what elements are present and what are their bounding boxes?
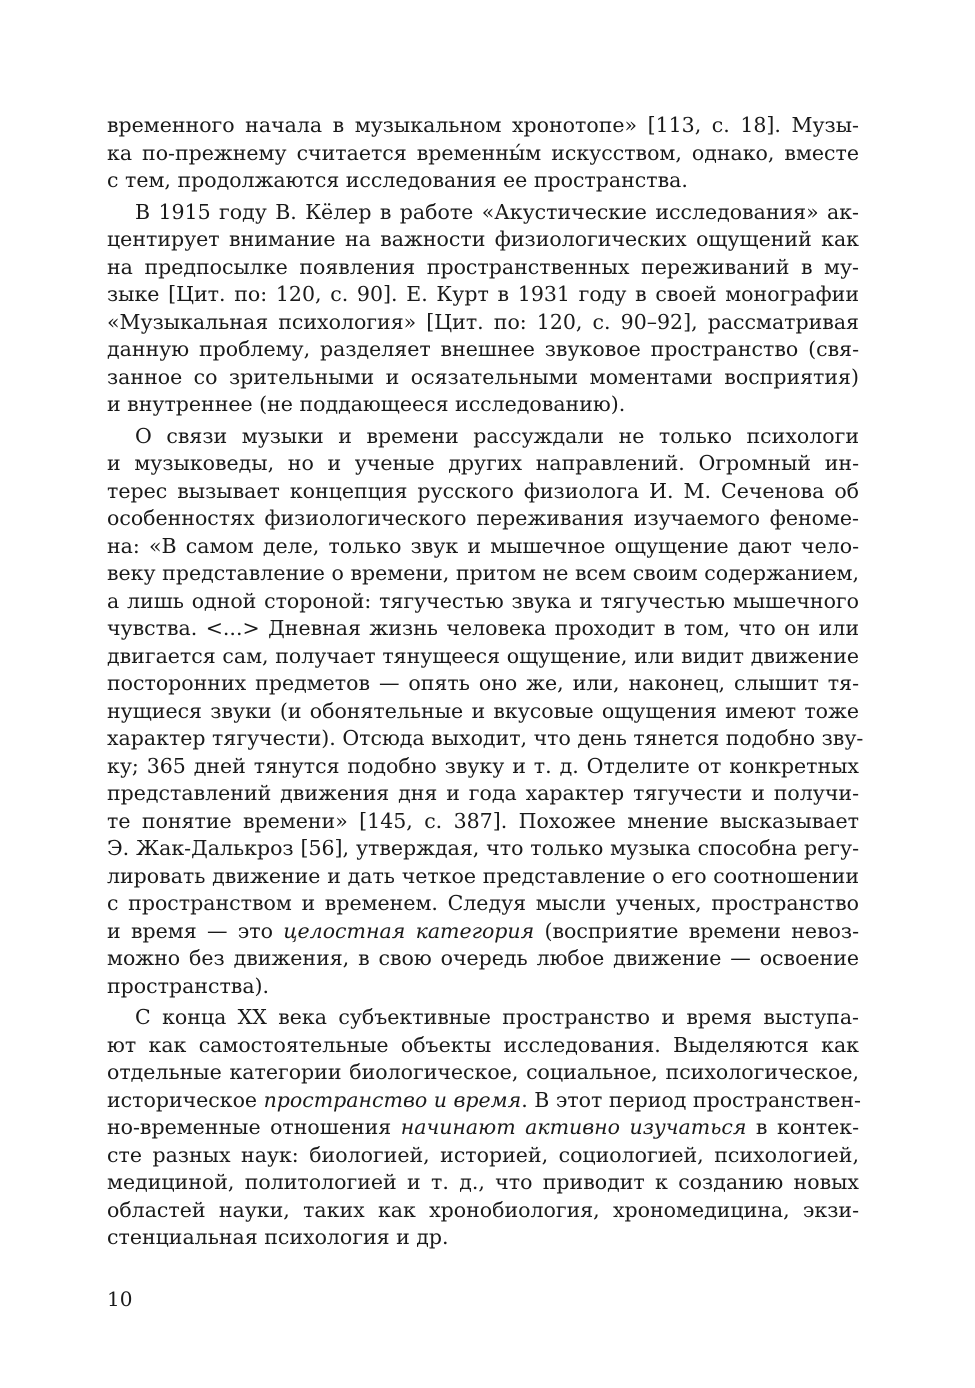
text-line: терес вызывает концепция русского физиолога И. М. Сеченова об [107, 478, 859, 503]
text-line: а лишь одной стороной: тягучестью звука и тягучестью мышечного [107, 588, 859, 613]
paragraph-3 [107, 423, 864, 1001]
text-segment: . В этот период пространствен- [521, 1087, 861, 1112]
text-line-with-emphasis [107, 1087, 859, 1115]
text-line: зыке [Цит. по: 120, с. 90]. Е. Курт в 1931 году в своей монографии [107, 282, 859, 306]
text-line-with-emphasis [107, 1114, 859, 1142]
text-line: на: «В самом деле, только звук и мышечное ощущение дают чело- [107, 533, 859, 558]
text-line: отдельные категории биологическое, социальное, психологическое, [107, 1060, 859, 1084]
text-line: Э. Жак-Далькроз [56], утверждая, что только музыка способна регу- [107, 836, 859, 860]
paragraph-2 [107, 199, 859, 419]
text-segment: и время — это [107, 918, 284, 943]
text-line: на предпосылке появления пространственных переживаний в му- [107, 254, 859, 279]
text-line: чувства. <...> Дневная жизнь человека проходит в том, что он или [107, 616, 859, 640]
text-line: веку представление о времени, притом не всем своим содержанием, [107, 561, 859, 585]
text-line: занное со зрительными и осязательными моментами восприятия) [107, 364, 859, 389]
text-line: О связи музыки и времени рассуждали не только психологи [135, 423, 859, 448]
text-line: ку; 365 дней тянутся подобно звуку и т. д. Отделите от конкретных [107, 753, 859, 778]
text-line: представлений движения дня и года характер тягучести и получи- [107, 781, 859, 805]
text-segment: в контек- [746, 1115, 859, 1139]
text-line: можно без движения, в свою очередь любое движение — освоение [107, 946, 859, 970]
text-line: ка по-прежнему считается временны́м искусством, однако, вместе [107, 140, 859, 165]
text-line: с пространством и временем. Следуя мысли ученых, пространство [107, 891, 859, 915]
text-line: сте разных наук: биологией, историей, социологией, психологией, [107, 1142, 859, 1167]
text-segment: (восприятие времени невоз- [534, 918, 859, 943]
emphasis-text: начинают активно изучаться [400, 1115, 747, 1139]
text-line: с тем, продолжаются исследования ее пространства. [107, 168, 688, 192]
text-line: центирует внимание на важности физиологических ощущений как [107, 227, 859, 251]
emphasis-text: пространство и время [263, 1087, 522, 1112]
text-line: В 1915 году В. Кёлер в работе «Акустические исследования» ак- [135, 199, 859, 224]
text-line: лировать движение и дать четкое представление о его соотношении [107, 863, 859, 888]
page-number: 10 [107, 1287, 133, 1311]
text-line: областей науки, таких как хронобиология, хрономедицина, экзи- [107, 1197, 859, 1222]
text-line: особенностях физиологического переживания изучаемого феноме- [107, 506, 859, 530]
text-line: характер тягучести). Отсюда выходит, что день тянется подобно зву- [107, 726, 864, 750]
text-line: посторонних предметов — опять оно же, или, наконец, слышит тя- [107, 671, 859, 695]
text-segment: историческое [107, 1087, 264, 1112]
text-line: ют как самостоятельные объекты исследования. Выделяются как [107, 1032, 859, 1057]
text-line-with-emphasis [107, 918, 859, 946]
text-line: и внутреннее (не поддающееся исследованию). [107, 392, 626, 416]
text-line: пространства). [107, 973, 270, 998]
text-segment: но-временные отношения [107, 1115, 401, 1139]
text-line: и музыковеды, но и ученые других направлений. Огромный ин- [107, 451, 859, 475]
paragraph-1 [107, 112, 859, 195]
paragraph-4 [107, 1004, 859, 1252]
text-line: нущиеся звуки (и обонятельные и вкусовые ощущения имеют тоже [107, 698, 859, 723]
emphasis-text: целостная категория [283, 918, 535, 943]
text-line: С конца XX века субъективные пространство и время выступа- [135, 1005, 859, 1029]
text-line: те понятие времени» [145, с. 387]. Похожее мнение высказывает [107, 808, 859, 833]
text-line: двигается сам, получает тянущееся ощущение, или видит движение [107, 643, 859, 668]
text-line: «Музыкальная психология» [Цит. по: 120, с. 90–92], рассматривая [107, 309, 859, 334]
text-line: временного начала в музыкальном хронотопе» [113, с. 18]. Музы- [107, 113, 859, 137]
text-line: медициной, политологией и т. д., что приводит к созданию новых [107, 1170, 859, 1194]
text-line: данную проблему, разделяет внешнее звуковое пространство (свя- [107, 337, 859, 361]
body-text [107, 112, 864, 1252]
text-line: стенциальная психология и др. [107, 1225, 449, 1249]
